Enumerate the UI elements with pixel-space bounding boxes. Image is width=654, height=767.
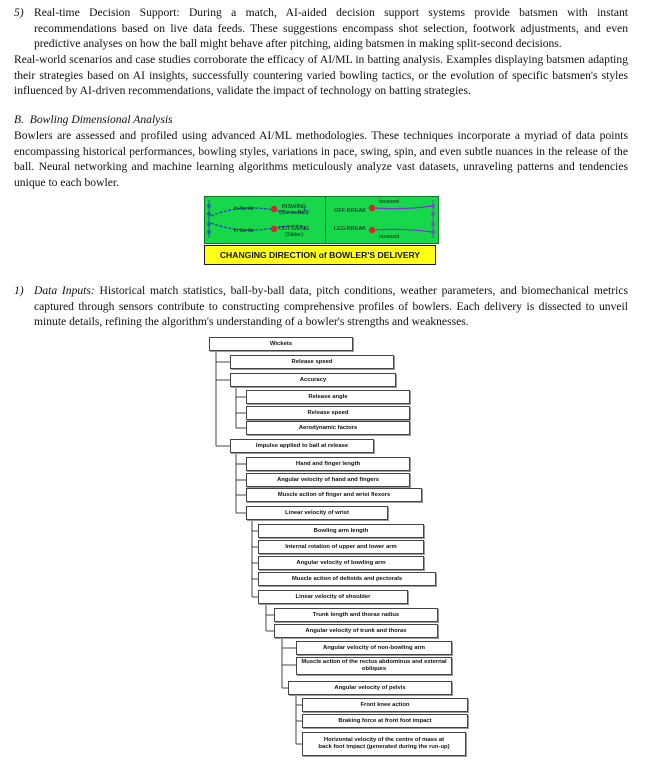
in-air-bottom-label: In the Air bbox=[233, 228, 255, 234]
node-angular-trunk: Angular velocity of trunk and thorax bbox=[274, 624, 438, 638]
node-angular-pelvis: Angular velocity of pelvis bbox=[288, 681, 452, 695]
node-accuracy: Accuracy bbox=[230, 373, 396, 387]
node-linear-wrist: Linear velocity of wrist bbox=[246, 506, 388, 520]
inswing-sub-label: (Curve Ball) bbox=[279, 210, 309, 216]
outswing-label: OUTSWING bbox=[278, 226, 310, 232]
list-text: Historical match statistics, ball-by-ball data, pitch conditions, weather parameters, and biomechanical metrics captured through sensors contribute to constructing comprehensive profiles of bowlers. Each delivery is dissected to unveil minute details, refining the algorithm's understanding of a bowler's strengths and weaknesses. bbox=[34, 284, 628, 329]
node-internal-rotation: Internal rotation of upper and lower arm bbox=[258, 540, 424, 554]
offbreak-label: OFF-BREAK bbox=[333, 208, 366, 214]
list-number: 1) bbox=[14, 284, 24, 297]
outswing-sub-label: (Slider) bbox=[284, 232, 304, 238]
paragraph-realworld: Real-world scenarios and case studies corroborate the efficacy of AI/ML in batting analysis. Examples displaying batsmen adapting their strategies based on AI insights, successfully countering varied bowling tactics, or the evolution of specific batsmen's styles influenced by AI-driven recommendations, validate the impact of technology on batting strategies. bbox=[14, 53, 628, 98]
node-impulse: Impulse applied to ball at release bbox=[230, 439, 374, 453]
node-angular-non-bowling-arm: Angular velocity of non-bowling arm bbox=[296, 641, 452, 655]
node-front-knee: Front knee action bbox=[302, 698, 468, 712]
node-release-speed: Release speed bbox=[230, 355, 394, 369]
list-lead: Real-time Decision Support: bbox=[34, 6, 180, 19]
node-muscle-deltoids: Muscle action of deltoids and pectorals bbox=[258, 572, 436, 586]
list-text: During a match, AI-aided decision support systems provide batsmen with instant recommendations based on live data feeds. These suggestions encompass shot selection, footwork adjustments, and even predictive analyses on how the ball might behave after pitching, aiding batsmen in making split-second decisions. bbox=[34, 6, 628, 51]
node-bowling-arm-length: Bowling arm length bbox=[258, 524, 424, 538]
node-angular-hand: Angular velocity of hand and fingers bbox=[246, 473, 410, 487]
node-horizontal-velocity: Horizontal velocity of the centre of mass at back foot impact (generated during the run-up) bbox=[302, 732, 466, 756]
in-air-top-label: In the Air bbox=[233, 206, 255, 212]
list-lead: Data Inputs: bbox=[34, 284, 95, 297]
paragraph-bowlers: Bowlers are assessed and profiled using advanced AI/ML methodologies. These techniques incorporate a myriad of data points encompassing historical performances, bowling styles, variations in pace, swing, spin, and even subtle nuances in the release of the ball. Neural networking and machine learning algorithms meticulously analyze vast datasets, unraveling patterns and tendencies unique to each bowler. bbox=[14, 129, 628, 189]
bounced-top-label: bounced bbox=[379, 199, 399, 205]
list-number: 5) bbox=[14, 6, 24, 19]
legbreak-label: LEG-BREAK bbox=[333, 226, 367, 232]
inswing-label: INSWING bbox=[281, 204, 307, 210]
node-angular-bowling-arm: Angular velocity of bowling arm bbox=[258, 556, 424, 570]
node-release-speed-2: Release speed bbox=[246, 406, 410, 420]
node-hand-finger-length: Hand and finger length bbox=[246, 457, 410, 471]
section-title: Bowling Dimensional Analysis bbox=[29, 113, 173, 126]
node-aerodynamic-factors: Aerodynamic factors bbox=[246, 421, 410, 435]
node-trunk-length: Trunk length and thorax radius bbox=[274, 608, 438, 622]
node-linear-shoulder: Linear velocity of shoulder bbox=[258, 590, 408, 604]
node-muscle-rectus: Muscle action of the rectus abdominus and external obliques bbox=[296, 657, 452, 675]
bounced-bottom-label: bounced bbox=[379, 234, 399, 240]
node-muscle-finger: Muscle action of finger and wrist flexors bbox=[246, 488, 422, 502]
figure-banner: CHANGING DIRECTION of BOWLER'S DELIVERY bbox=[204, 245, 436, 265]
node-wickets: Wickets bbox=[209, 337, 353, 351]
node-braking-force: Braking force at front foot impact bbox=[302, 714, 468, 728]
section-label: B. bbox=[14, 113, 24, 126]
node-release-angle: Release angle bbox=[246, 390, 410, 404]
